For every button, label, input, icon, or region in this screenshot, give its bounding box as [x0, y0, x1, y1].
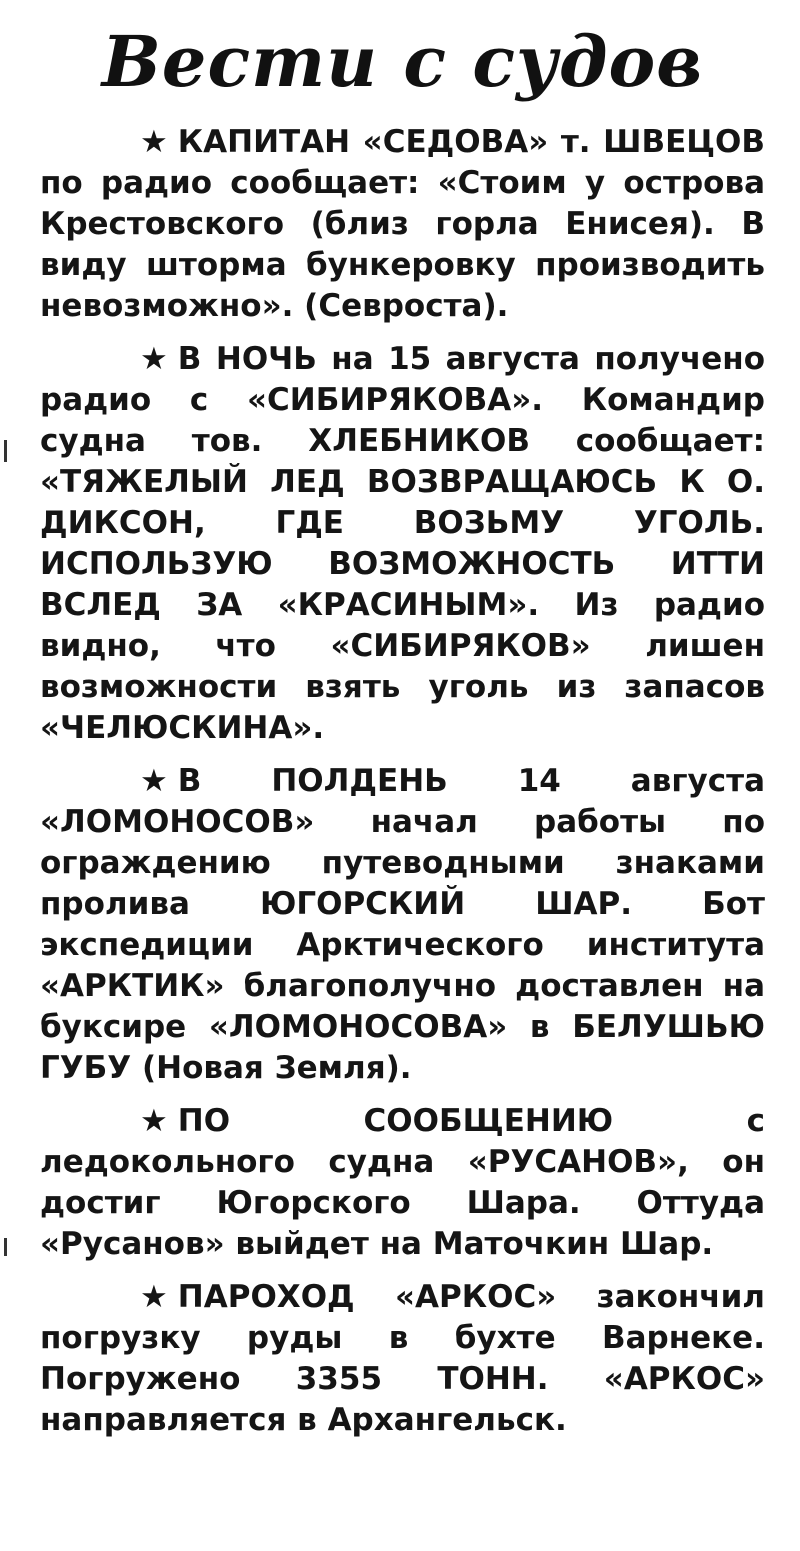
news-item-text: ПАРОХОД «АРКОС» закончил погрузку руды в бухте Варнеке. Погружено 3355 ТОНН. «АРКОС» направляется в Архангельск. — [40, 1279, 765, 1438]
news-item — [40, 1101, 765, 1265]
news-item-text: КАПИТАН «СЕДОВА» т. ШВЕЦОВ по радио сообщает: «Стоим у острова Крестовского (близ горла Енисея). В виду шторма бункеровку производить невозможно». (Севроста). — [40, 124, 765, 324]
star-icon: ★ — [140, 124, 168, 160]
news-item-text: ПО СООБЩЕНИЮ с ледокольного судна «РУСАНОВ», он достиг Югорского Шара. Оттуда «Русанов» выйдет на Маточкин Шар. — [40, 1103, 765, 1262]
news-item-text: В НОЧЬ на 15 августа получено радио с «СИБИРЯКОВА». Командир судна тов. ХЛЕБНИКОВ сообщает: «ТЯЖЕЛЫЙ ЛЕД ВОЗВРАЩАЮСЬ К О. ДИКСОН, ГДЕ ВОЗЬМУ УГОЛЬ. ИСПОЛЬЗУЮ ВОЗМОЖНОСТЬ ИТТИ ВСЛЕД ЗА «КРАСИНЫМ». Из радио видно, что «СИБИРЯКОВ» лишен возможности взять уголь из запасов «ЧЕЛЮСКИНА». — [40, 341, 765, 746]
headline: Вести с судов — [101, 20, 704, 103]
print-speck — [4, 1238, 7, 1256]
print-speck — [4, 440, 7, 462]
news-item — [40, 761, 765, 1089]
news-clipping — [40, 20, 765, 1453]
star-icon: ★ — [140, 341, 168, 377]
news-item-text: В ПОЛДЕНЬ 14 августа «ЛОМОНОСОВ» начал работы по ограждению путеводными знаками пролива ЮГОРСКИЙ ШАР. Бот экспедиции Арктического института «АРКТИК» благополучно доставлен на буксире «ЛОМОНОСОВА» в БЕЛУШЬЮ ГУБУ (Новая Земля). — [40, 763, 765, 1086]
star-icon: ★ — [140, 763, 168, 799]
star-icon: ★ — [140, 1279, 168, 1315]
news-item — [40, 1277, 765, 1441]
star-icon: ★ — [140, 1103, 168, 1139]
news-item — [40, 122, 765, 327]
news-item — [40, 339, 765, 749]
